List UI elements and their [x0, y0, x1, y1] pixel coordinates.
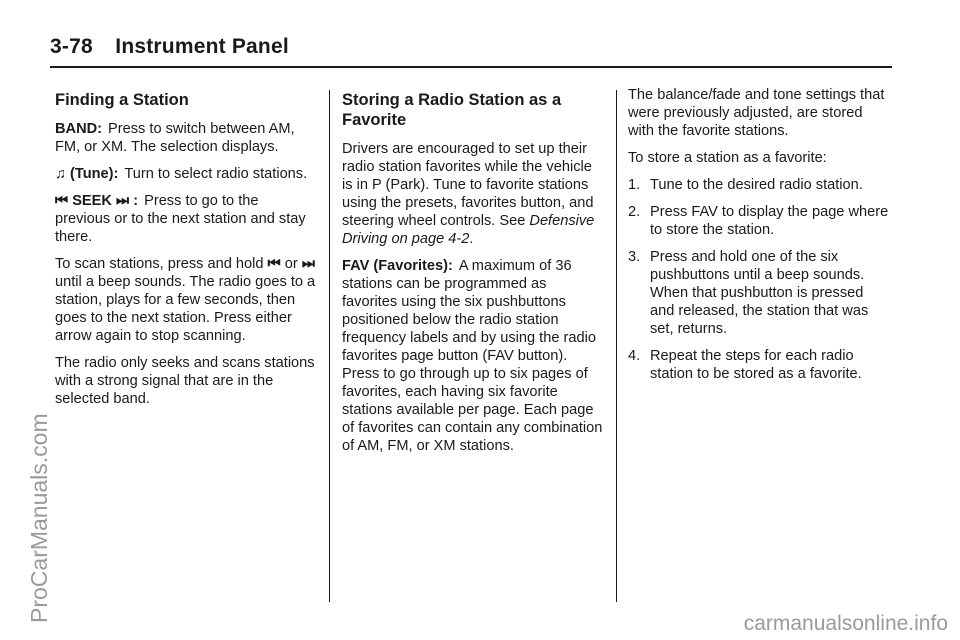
section-title: Instrument Panel	[115, 35, 289, 58]
column-steps	[628, 86, 890, 392]
column-divider-2	[616, 90, 617, 602]
watermark-left: ProCarManuals.com	[26, 413, 52, 623]
scan-text-1: To scan stations, press and hold	[55, 256, 264, 272]
band-label: BAND:	[55, 121, 103, 137]
band-paragraph	[55, 120, 317, 156]
column-finding-station	[55, 86, 317, 417]
column-storing-favorite	[342, 86, 604, 464]
list-item	[628, 347, 890, 383]
step-text: Repeat the steps for each radio station to be stored as a favorite.	[650, 348, 862, 382]
step-number: 1.	[628, 177, 641, 193]
scan-text-2: until a beep sounds. The radio goes to a station, plays for a few seconds, then goes to the next station. Press either arrow again to stop scanning.	[55, 274, 316, 344]
intro-text: Drivers are encouraged to set up their radio station favorites while the vehicle is in P (Park). Tune to favorite stations using the presets, favorites button, and steering wheel controls. See	[342, 141, 594, 229]
seek-text: Press to go to the previous or to the next station and stay there.	[55, 193, 306, 245]
fav-label: FAV (Favorites):	[342, 258, 453, 274]
heading-storing-favorite: Storing a Radio Station as a Favorite	[342, 91, 562, 129]
header-rule	[50, 66, 892, 68]
list-item	[628, 203, 890, 239]
column-divider-1	[329, 90, 330, 602]
scan-paragraph	[55, 255, 317, 345]
music-note-icon: ♫	[55, 166, 66, 182]
steps-intro: To store a station as a favorite:	[628, 150, 827, 166]
intro-paragraph	[342, 140, 604, 248]
scan-seek-forward-icon: ⏭	[301, 256, 315, 272]
seek-back-icon: ⏮	[55, 193, 69, 209]
tune-label: (Tune):	[70, 166, 119, 182]
intro-end: .	[469, 231, 474, 247]
seek-paragraph	[55, 192, 317, 246]
watermark-bottom: carmanualsonline.info	[743, 612, 948, 635]
seek-note: The radio only seeks and scans stations with a strong signal that are in the selected band.	[55, 355, 315, 407]
seek-colon: :	[133, 193, 139, 209]
list-item	[628, 248, 890, 338]
band-text: Press to switch between AM, FM, or XM. The selection displays.	[55, 121, 295, 155]
steps-list	[628, 176, 890, 383]
seek-forward-icon: ⏭	[116, 193, 130, 209]
step-text: Press and hold one of the six pushbuttons until a beep sounds. When that pushbutton is pressed and released, the station that was set, returns.	[650, 249, 869, 337]
step-number: 2.	[628, 204, 641, 220]
balance-paragraph: The balance/fade and tone settings that were previously adjusted, are stored with the favorite stations.	[628, 87, 885, 139]
page-header	[50, 35, 892, 59]
step-number: 3.	[628, 249, 641, 265]
tune-paragraph	[55, 165, 317, 183]
step-number: 4.	[628, 348, 641, 364]
fav-text: A maximum of 36 stations can be programmed as favorites using the six pushbuttons positioned below the radio station frequency labels and by using the radio favorites page button (FAV button). Press to go through up to six pages of favorites, each having six favorite stations available per page. Each page of favorites can contain any combination of AM, FM, or XM stations.	[342, 258, 603, 454]
scan-seek-back-icon: ⏮	[267, 256, 281, 272]
fav-paragraph	[342, 257, 604, 455]
heading-finding-station: Finding a Station	[55, 91, 189, 109]
step-text: Tune to the desired radio station.	[650, 177, 863, 193]
scan-or: or	[284, 256, 298, 272]
list-item	[628, 176, 890, 194]
tune-text: Turn to select radio stations.	[124, 166, 308, 182]
seek-label: SEEK	[72, 193, 112, 209]
step-text: Press FAV to display the page where to store the station.	[650, 204, 889, 238]
defensive-driving-xref[interactable]: Defensive Driving on page 4-2	[342, 213, 595, 247]
page-number: 3-78	[50, 35, 93, 58]
